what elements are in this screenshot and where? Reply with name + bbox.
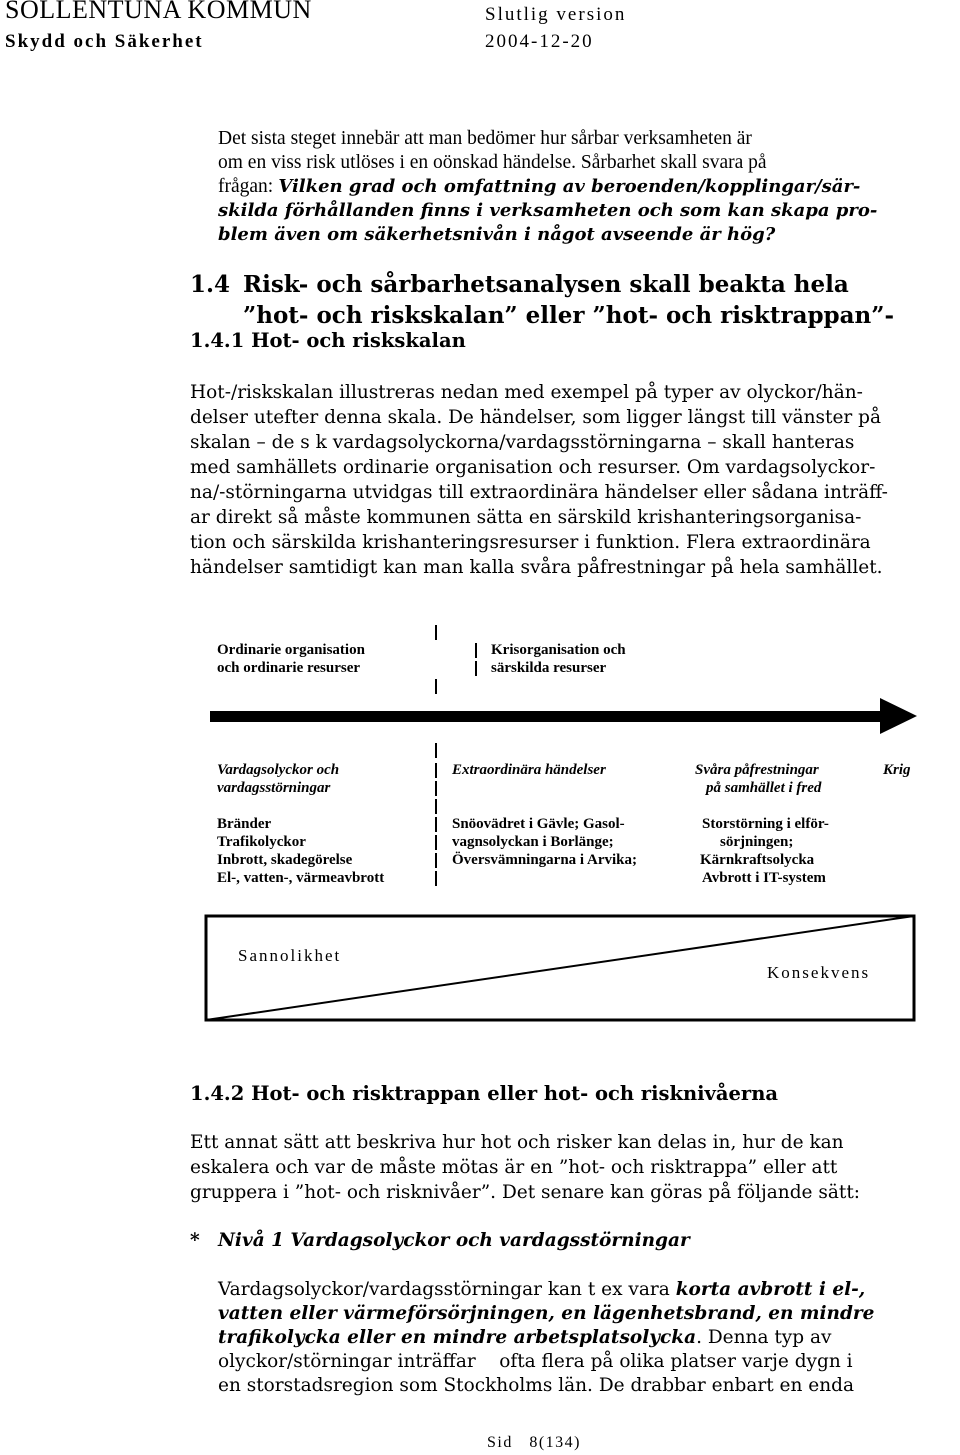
s142-line-3: gruppera i ”hot- och risknivåer”. Det senare kan göras på följande sätt: (190, 1182, 860, 1203)
s141-line-4: med samhällets ordinarie organisation och resurser. Om vardagsolyckor- (190, 457, 876, 478)
example-mid-2: vagnsolyckan i Borlänge; (452, 834, 614, 850)
divider-mark (435, 743, 437, 758)
example-burglary: Inbrott, skadegörelse (217, 852, 353, 868)
document-date: 2004-12-20 (485, 31, 594, 52)
example-right-2: sörjningen; (720, 834, 794, 850)
section-1-4-title-line-2: ”hot- och riskskalan” eller ”hot- och risktrappan”- (243, 302, 895, 329)
divider-mark (435, 853, 437, 868)
example-mid-1: Snöovädret i Gävle; Gasol- (452, 816, 625, 832)
level-1-line-1: Vardagsolyckor/vardagsstörningar kan t ex vara korta avbrott i el-, (218, 1279, 866, 1300)
category-everyday-line-1: Vardagsolyckor och (217, 762, 340, 778)
level-1-line-5: en storstadsregion som Stockholms län. De drabbar enbart en enda (218, 1375, 855, 1396)
section-1-4-1-title: 1.4.1 Hot- och riskskalan (190, 329, 466, 352)
divider-mark (435, 871, 437, 886)
s141-line-8: händelser samtidigt kan man kalla svåra påfrestningar på hela samhället. (190, 557, 883, 578)
level-1-line-4: olyckor/störningar inträffar ofta flera på olika platser varje dygn i (218, 1351, 853, 1372)
ordinary-org-line-1: Ordinarie organisation (217, 642, 365, 658)
example-traffic: Trafikolyckor (217, 834, 306, 850)
category-war: Krig (883, 762, 911, 778)
intro-line-1: Det sista steget innebär att man bedömer hur sårbar verksamheten är (218, 128, 752, 149)
bullet-marker: * (190, 1230, 200, 1251)
example-right-4: Avbrott i IT-system (702, 870, 826, 886)
divider-mark (435, 625, 437, 640)
intro-question-line-3: blem även om säkerhetsnivån i något avseende är hög? (218, 224, 776, 245)
intro-line-2: om en viss risk utlöses i en oönskad händelse. Sårbarhet skall svara på (218, 152, 767, 173)
example-right-1: Storstörning i elför- (702, 816, 829, 832)
s141-line-3: skalan – de s k vardagsolyckorna/vardagsstörningarna – skall hanteras (190, 432, 855, 453)
intro-question-line-2: skilda förhållanden finns i verksamheten och som kan skapa pro- (218, 200, 878, 221)
s141-line-2: delser utefter denna skala. De händelser, som ligger längst till vänster på (190, 407, 882, 428)
document-version: Slutlig version (485, 4, 627, 25)
page-number: Sid 8(134) (487, 1434, 581, 1451)
category-everyday-line-2: vardagsstörningar (217, 780, 331, 796)
divider-mark (435, 781, 437, 796)
example-mid-3: Översvämningarna i Arvika; (452, 852, 638, 868)
s142-line-1: Ett annat sätt att beskriva hur hot och risker kan delas in, hur de kan (190, 1132, 844, 1153)
intro-question-first: Vilken grad och omfattning av beroenden/kopplingar/sär- (278, 176, 861, 197)
escalation-arrow (205, 690, 925, 746)
divider-mark (435, 835, 437, 850)
crisis-org-line-1: Krisorganisation och (491, 642, 626, 658)
crisis-org-line-2: särskilda resurser (491, 660, 607, 676)
s141-line-5: na/-störningarna utvidgas till extraordinära händelser eller sådana inträff- (190, 482, 888, 503)
level-1-line-3: trafikolycka eller en mindre arbetsplatsolycka. Denna typ av (218, 1327, 832, 1348)
divider-mark (435, 817, 437, 832)
divider-mark (475, 643, 477, 658)
level-1-line-2: vatten eller värmeförsörjningen, en lägenhetsbrand, en mindre (218, 1303, 875, 1324)
ordinary-org-line-2: och ordinarie resurser (217, 660, 361, 676)
example-utility-outage: El-, vatten-, värmeavbrott (217, 870, 385, 886)
department-name: Skydd och Säkerhet (5, 31, 204, 52)
probability-label: Sannolikhet (238, 946, 342, 965)
intro-question-line (218, 175, 860, 200)
s141-line-7: tion och särskilda krishanteringsresurser i funktion. Flera extraordinära (190, 532, 871, 553)
s141-line-6: ar direkt så måste kommunen sätta en särskild krishanteringsorganisa- (190, 507, 862, 528)
category-severe-strain-line-2: på samhället i fred (706, 780, 822, 796)
intro-line-3: frågan: (218, 176, 274, 197)
example-fires: Bränder (217, 816, 272, 832)
s142-line-2: eskalera och var de måste mötas är en ”hot- och risktrappa” eller att (190, 1157, 838, 1178)
level-1-title: Nivå 1 Vardagsolyckor och vardagsstörningar (218, 1230, 690, 1251)
example-right-3: Kärnkraftsolycka (700, 852, 815, 868)
section-1-4-2-title: 1.4.2 Hot- och risktrappan eller hot- och risknivåerna (190, 1082, 779, 1105)
section-1-4-number: 1.4 (190, 271, 231, 298)
consequence-label: Konsekvens (767, 963, 871, 982)
category-severe-strain-line-1: Svåra påfrestningar (695, 762, 819, 778)
divider-mark (435, 799, 437, 814)
s141-line-1: Hot-/riskskalan illustreras nedan med exempel på typer av olyckor/hän- (190, 382, 863, 403)
section-1-4-title-line-1: Risk- och sårbarhetsanalysen skall beakta hela (243, 271, 849, 298)
category-extraordinary: Extraordinära händelser (452, 762, 606, 778)
divider-mark (475, 661, 477, 676)
divider-mark (435, 763, 437, 778)
org-name: SOLLENTUNA KOMMUN (5, 0, 312, 24)
